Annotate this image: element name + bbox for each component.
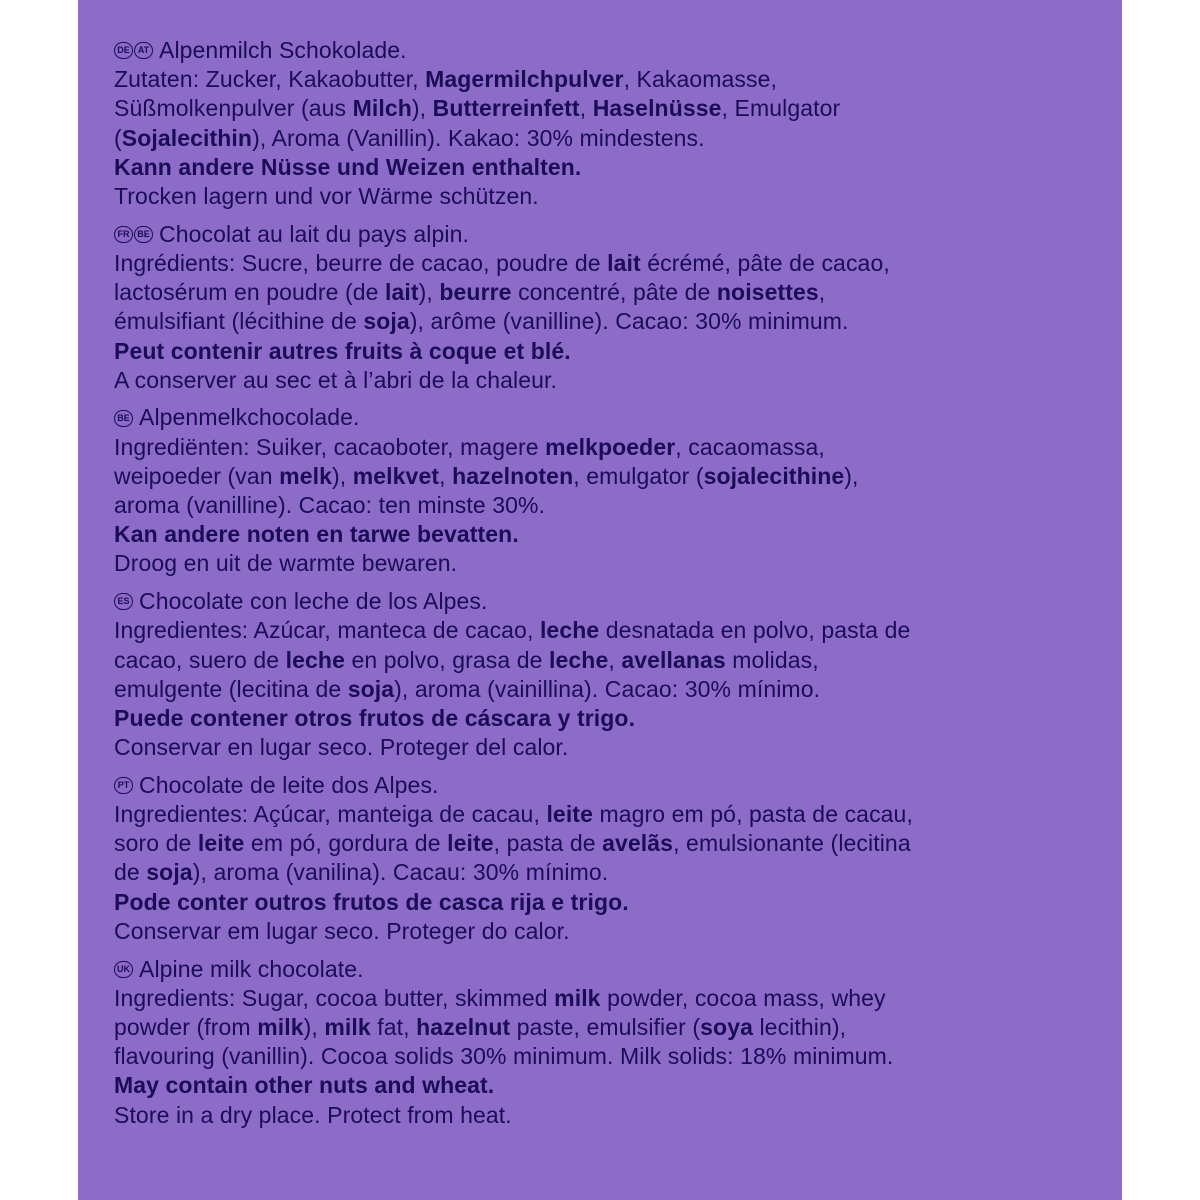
bold-text: May contain other nuts and wheat.: [114, 1072, 495, 1099]
bold-text: soja: [363, 308, 410, 335]
bold-text: leite: [197, 830, 245, 857]
text-segment: ),: [418, 279, 440, 306]
text-segment: ,: [579, 95, 593, 122]
text-segment: lactosérum en poudre (de: [114, 279, 385, 306]
text-segment: desnatada en polvo, pasta de: [599, 617, 911, 644]
text-segment: molidas,: [725, 646, 819, 673]
country-code-badge: AT: [134, 42, 153, 59]
bold-text: lait: [385, 279, 419, 306]
country-badges: [114, 593, 133, 610]
text-line: [114, 366, 1114, 395]
text-segment: soro de: [114, 830, 198, 857]
text-segment: Trocken lagern und vor Wärme schützen.: [114, 183, 539, 210]
bold-text: Peut contenir autres fruits à coque et blé.: [114, 337, 571, 364]
text-line: [114, 1071, 1114, 1100]
text-line: [114, 65, 1114, 94]
text-line: [114, 549, 1114, 578]
text-segment: ), aroma (vainillina). Cacao: 30% mínimo.: [394, 675, 821, 702]
text-line: [114, 1013, 1114, 1042]
bold-text: leche: [285, 646, 345, 673]
bold-text: milk: [257, 1014, 304, 1040]
product-name: Chocolate de leite dos Alpes.: [139, 771, 439, 798]
section-heading: [114, 587, 1114, 616]
text-segment: ),: [411, 95, 433, 122]
bold-text: Butterreinfett: [432, 95, 580, 122]
section-heading: [114, 771, 1114, 800]
text-segment: Store in a dry place. Protect from heat.: [114, 1101, 512, 1128]
text-line: [114, 278, 1114, 307]
bold-text: Haselnüsse: [592, 95, 722, 122]
text-segment: Ingrediënten: Suiker, cacaoboter, magere: [114, 433, 546, 460]
text-segment: ), Aroma (Vanillin). Kakao: 30% mindestens.: [252, 124, 705, 151]
text-line: [114, 462, 1114, 491]
text-segment: écrémé, pâte de cacao,: [640, 249, 890, 276]
text-segment: ,: [818, 279, 826, 306]
text-line: [114, 491, 1114, 520]
text-segment: concentré, pâte de: [511, 279, 717, 306]
bold-text: Sojalecithin: [121, 124, 253, 151]
bold-text: leite: [447, 830, 494, 857]
text-segment: ), aroma (vanilina). Cacau: 30% mínimo.: [192, 859, 609, 886]
bold-text: hazelnut: [416, 1014, 511, 1040]
label-panel: [78, 0, 1122, 1200]
text-segment: Ingredientes: Azúcar, manteca de cacao,: [114, 617, 540, 644]
text-line: [114, 520, 1114, 549]
country-code-badge: FR: [114, 226, 133, 243]
text-segment: Droog en uit de warmte bewaren.: [114, 550, 458, 577]
section-heading: [114, 403, 1114, 432]
country-code-badge: UK: [114, 961, 133, 978]
text-segment: fat,: [370, 1014, 417, 1040]
text-segment: flavouring (vanillin). Cocoa solids 30% minimum. Milk solids: 18% minimum.: [114, 1043, 894, 1070]
country-badges: [114, 777, 133, 794]
text-line: [114, 646, 1114, 675]
bold-text: noisettes: [716, 279, 819, 306]
bold-text: soja: [347, 675, 395, 702]
text-segment: em pó, gordura de: [244, 830, 448, 857]
text-segment: ),: [844, 462, 859, 489]
product-name: Alpine milk chocolate.: [139, 955, 364, 982]
text-line: [114, 94, 1114, 123]
product-name: Alpenmelkchocolade.: [139, 404, 360, 431]
text-segment: emulgente (lecitina de: [114, 675, 348, 702]
text-line: [114, 1042, 1114, 1071]
bold-text: milk: [324, 1014, 371, 1040]
text-segment: paste, emulsifier (: [510, 1014, 701, 1040]
text-segment: , pasta de: [493, 830, 603, 857]
bold-text: leche: [539, 617, 600, 644]
text-line: [114, 888, 1114, 917]
text-segment: Conservar en lugar seco. Proteger del calor.: [114, 734, 569, 761]
bold-text: milk: [554, 984, 601, 1011]
section-heading: [114, 220, 1114, 249]
text-segment: ),: [303, 1014, 325, 1040]
bold-text: lait: [607, 249, 641, 276]
text-line: [114, 675, 1114, 704]
country-code-badge: ES: [114, 593, 133, 610]
country-code-badge: BE: [114, 410, 133, 427]
country-code-badge: DE: [114, 42, 133, 59]
text-segment: ,: [608, 646, 622, 673]
text-segment: Süßmolkenpulver (aus: [114, 95, 353, 122]
text-line: [114, 182, 1114, 211]
language-section: [114, 771, 1114, 946]
text-line: [114, 917, 1114, 946]
country-code-badge: BE: [134, 226, 153, 243]
language-section: [114, 587, 1114, 762]
text-segment: ,: [439, 462, 453, 489]
ingredients-text: [114, 36, 1114, 1138]
product-name: Alpenmilch Schokolade.: [159, 37, 407, 63]
product-name: Chocolate con leche de los Alpes.: [139, 588, 488, 615]
text-line: [114, 433, 1114, 462]
country-badges: [114, 410, 133, 427]
bold-text: melkvet: [352, 462, 440, 489]
product-name: Chocolat au lait du pays alpin.: [159, 220, 469, 247]
text-segment: émulsifiant (lécithine de: [114, 308, 364, 335]
text-line: [114, 800, 1114, 829]
bold-text: Kann andere Nüsse und Weizen enthalten.: [114, 153, 582, 180]
text-segment: en polvo, grasa de: [344, 646, 550, 673]
text-segment: Zutaten: Zucker, Kakaobutter,: [114, 66, 426, 93]
bold-text: sojalecithine: [703, 462, 845, 489]
text-segment: aroma (vanilline). Cacao: ten minste 30%.: [114, 492, 546, 519]
text-segment: lecithin),: [752, 1014, 847, 1040]
bold-text: leche: [549, 646, 609, 673]
bold-text: melkpoeder: [545, 433, 676, 460]
text-line: [114, 337, 1114, 366]
language-section: [114, 955, 1114, 1130]
text-segment: Conservar em lugar seco. Proteger do calor.: [114, 917, 570, 944]
bold-text: leite: [546, 801, 593, 828]
text-segment: de: [114, 859, 147, 886]
text-segment: A conserver au sec et à l’abri de la chaleur.: [114, 366, 558, 393]
text-line: [114, 153, 1114, 182]
text-segment: , Emulgator: [721, 95, 841, 122]
bold-text: beurre: [439, 279, 512, 306]
bold-text: soja: [146, 859, 193, 886]
text-line: [114, 858, 1114, 887]
text-segment: , emulgator (: [573, 462, 704, 489]
text-line: [114, 984, 1114, 1013]
text-line: [114, 616, 1114, 645]
bold-text: Milch: [352, 95, 412, 122]
country-badges: [114, 961, 133, 978]
text-segment: powder (from: [114, 1014, 258, 1040]
bold-text: Puede contener otros frutos de cáscara y trigo.: [114, 704, 636, 731]
bold-text: melk: [279, 462, 332, 489]
bold-text: Pode conter outros frutos de casca rija e trigo.: [114, 888, 629, 915]
text-segment: , cacaomassa,: [675, 433, 825, 460]
text-line: [114, 733, 1114, 762]
bold-text: hazelnoten: [452, 462, 574, 489]
language-section: [114, 36, 1114, 211]
bold-text: Magermilchpulver: [425, 66, 624, 93]
text-segment: Ingredientes: Açúcar, manteiga de cacau,: [114, 801, 547, 828]
text-segment: , Kakaomasse,: [623, 66, 777, 93]
text-segment: , emulsionante (lecitina: [673, 830, 911, 857]
text-segment: ),: [331, 462, 353, 489]
text-segment: Ingrédients: Sucre, beurre de cacao, poudre de: [114, 249, 608, 276]
text-line: [114, 307, 1114, 336]
text-segment: magro em pó, pasta de cacau,: [592, 801, 913, 828]
country-code-badge: PT: [114, 777, 133, 794]
language-section: [114, 403, 1114, 578]
text-line: [114, 704, 1114, 733]
language-section: [114, 220, 1114, 395]
bold-text: avellanas: [621, 646, 726, 673]
text-line: [114, 249, 1114, 278]
section-heading: [114, 36, 1114, 65]
text-segment: powder, cocoa mass, whey: [600, 984, 886, 1011]
bold-text: soya: [700, 1014, 753, 1040]
country-badges: [114, 226, 153, 243]
text-segment: weipoeder (van: [114, 462, 280, 489]
text-line: [114, 1101, 1114, 1130]
section-heading: [114, 955, 1114, 984]
text-segment: ), arôme (vanilline). Cacao: 30% minimum.: [409, 308, 849, 335]
bold-text: avelãs: [602, 830, 674, 857]
text-line: [114, 124, 1114, 153]
text-segment: (: [114, 124, 122, 151]
text-segment: Ingredients: Sugar, cocoa butter, skimmed: [114, 984, 555, 1011]
bold-text: Kan andere noten en tarwe bevatten.: [114, 521, 519, 548]
text-line: [114, 829, 1114, 858]
country-badges: [114, 42, 153, 59]
text-segment: cacao, suero de: [114, 646, 286, 673]
